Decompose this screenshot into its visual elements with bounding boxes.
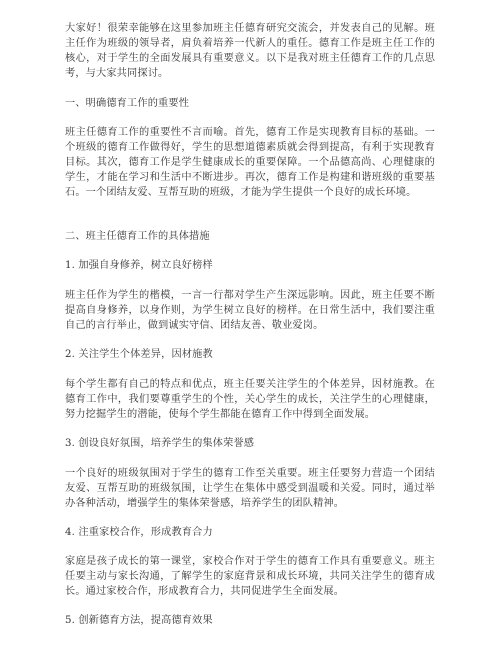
section-heading-1: 一、明确德育工作的重要性 — [65, 98, 190, 109]
section-1-paragraph: 班主任德育工作的重要性不言而喻。首先，德育工作是实现教育目标的基础。一个班级的德育工作做得好，学生的思想道德素质就会得到提高，有利于实现教育目标。其次，德育工作是学生健康成长的重要保障。一个品德高尚、心理健康的学生，才能在学习和生活中不断进步。再次，德育工作是构建和谐班级的重要基石。一个团结友爱、互帮互助的班级，才能为学生提供一个良好的成长环境。 — [65, 127, 435, 198]
item-2-paragraph: 每个学生都有自己的特点和优点，班主任要关注学生的个体差异，因材施教。在德育工作中，我们要尊重学生的个性，关心学生的成长，关注学生的心理健康，努力挖掘学生的潜能，使每个学生都能在德育工作中得到全面发展。 — [65, 379, 435, 420]
item-5-title: 5. 创新德育方法，提高德育效果 — [65, 615, 213, 626]
item-4-title: 4. 注重家校合作，形成教育合力 — [65, 527, 213, 538]
item-1-title: 1. 加强自身修养，树立良好榜样 — [65, 260, 213, 271]
item-3-title: 3. 创设良好氛围，培养学生的集体荣誉感 — [65, 438, 255, 449]
intro-paragraph: 大家好！很荣幸能够在这里参加班主任德育研究交流会，并发表自己的见解。班主任作为班级的领导者，肩负着培养一代新人的重任。德育工作是班主任工作的核心，对于学生的全面发展具有重要意义。以下是我对班主任德育工作的几点思考，与大家共同探讨。 — [65, 23, 435, 79]
item-4-paragraph: 家庭是孩子成长的第一课堂，家校合作对于学生的德育工作具有重要意义。班主任要主动与家长沟通，了解学生的家庭背景和成长环境，共同关注学生的德育成长。通过家校合作，形成教育合力，共同促进学生全面发展。 — [65, 556, 435, 597]
section-heading-2: 二、班主任德育工作的具体措施 — [65, 231, 210, 242]
item-2-title: 2. 关注学生个体差异，因材施教 — [65, 349, 213, 360]
item-3-paragraph: 一个良好的班级氛围对于学生的德育工作至关重要。班主任要努力营造一个团结友爱、互帮互助的班级氛围，让学生在集体中感受到温暖和关爱。同时，通过举办各种活动，增强学生的集体荣誉感，培养学生的团队精神。 — [65, 468, 435, 509]
item-1-paragraph: 班主任作为学生的楷模，一言一行都对学生产生深远影响。因此，班主任要不断提高自身修养，以身作则，为学生树立良好的榜样。在日常生活中，我们要注重自己的言行举止，做到诚实守信、团结友善、敬业爱岗。 — [65, 290, 435, 331]
